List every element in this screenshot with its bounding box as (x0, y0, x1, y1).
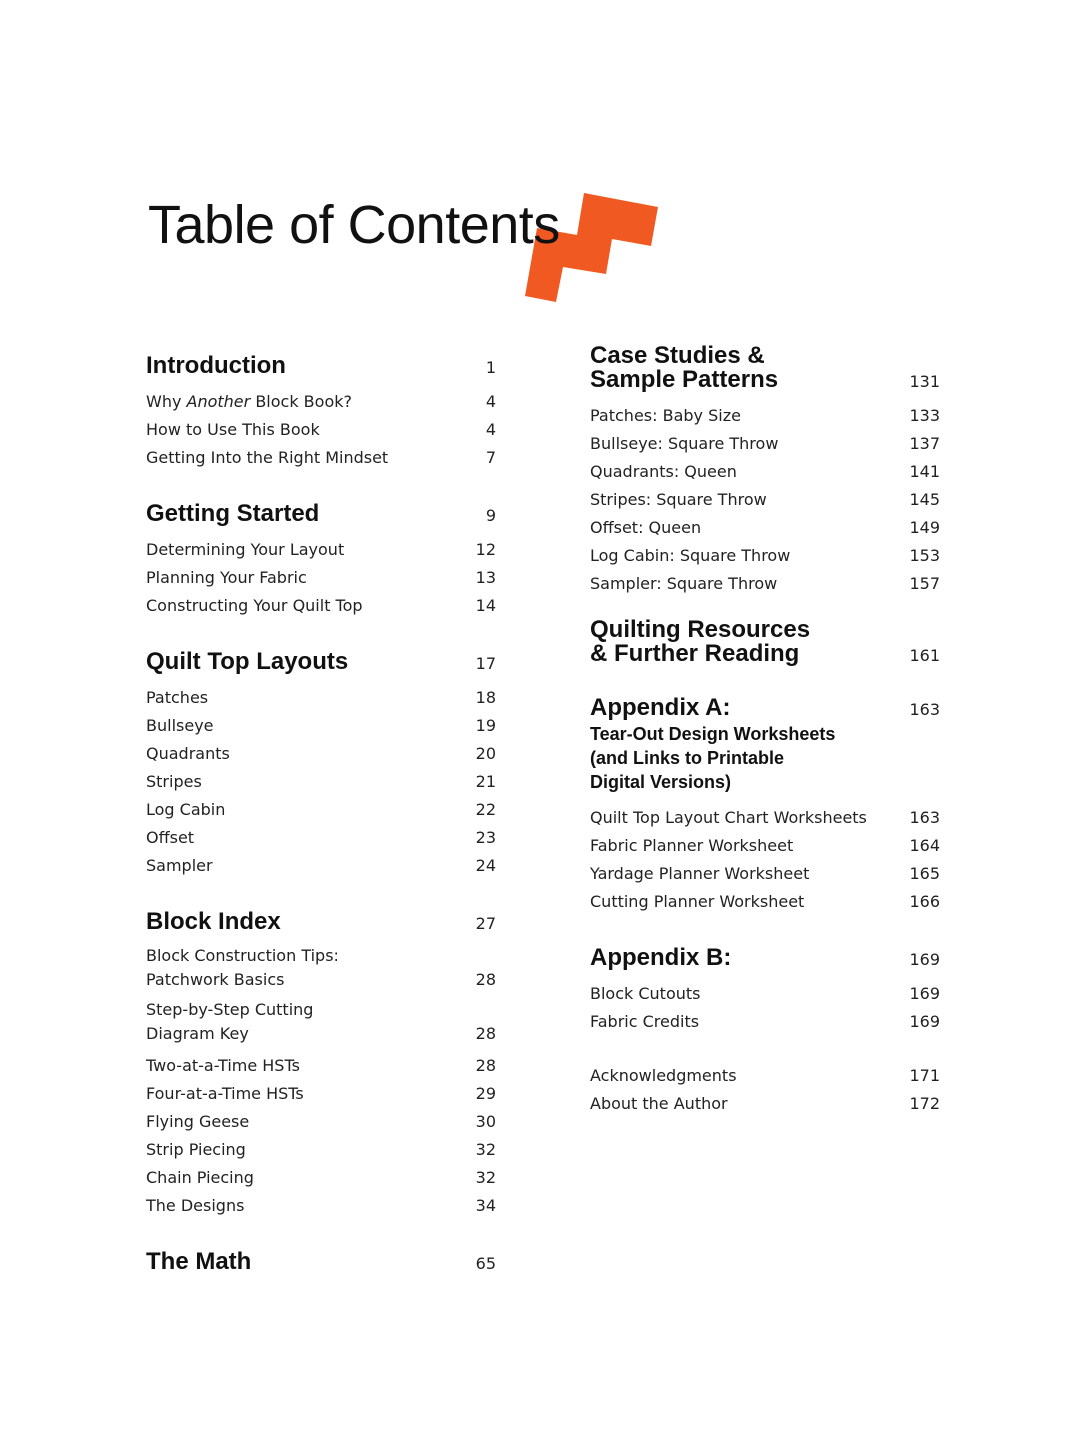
page-number: 12 (475, 540, 496, 559)
section-title: Block Index (146, 908, 281, 935)
page-number: 23 (475, 828, 496, 847)
toc-entry[interactable] (590, 860, 940, 888)
toc-entry[interactable] (146, 1164, 496, 1192)
toc-entry[interactable] (146, 416, 496, 444)
section-heading-row[interactable] (590, 618, 940, 666)
entry-label: Block Cutouts (590, 984, 701, 1003)
section-heading-row[interactable] (590, 936, 940, 970)
page-number: 169 (909, 1012, 940, 1031)
entry-label: Quadrants: Queen (590, 462, 737, 481)
page-number: 22 (475, 800, 496, 819)
page-number: 163 (909, 808, 940, 827)
entry-label: Offset (146, 828, 195, 847)
section-appendix-a (590, 686, 940, 916)
toc-left-column (146, 344, 496, 1274)
page-number: 149 (909, 518, 940, 537)
italic-word: Another (186, 392, 251, 411)
toc-entry[interactable] (146, 388, 496, 416)
page-number: 24 (475, 856, 496, 875)
page-number: 32 (475, 1168, 496, 1187)
entry-label: Quilt Top Layout Chart Worksheets (590, 808, 867, 827)
section-heading-row[interactable] (146, 1240, 496, 1274)
page-number: 7 (485, 448, 496, 467)
page-number: 166 (909, 892, 940, 911)
section-getting-started (146, 492, 496, 620)
page-number: 165 (909, 864, 940, 883)
section-quilting-resources (590, 618, 940, 666)
section-heading-row[interactable] (146, 640, 496, 674)
entry-label: How to Use This Book (146, 420, 320, 439)
entry-label: Acknowledgments (590, 1066, 737, 1085)
entry-label: Four-at-a-Time HSTs (146, 1084, 304, 1103)
page-number: 34 (475, 1196, 496, 1215)
section-heading-row[interactable] (590, 344, 940, 392)
entry-label: Constructing Your Quilt Top (146, 596, 363, 615)
toc-entry[interactable] (146, 740, 496, 768)
section-title: Appendix B: (590, 944, 732, 971)
entry-label: Strip Piecing (146, 1140, 246, 1159)
page-number: 131 (909, 372, 940, 391)
entry-label: Sampler: Square Throw (590, 574, 778, 593)
toc-entry[interactable] (590, 888, 940, 916)
entry-label: Stripes (146, 772, 202, 791)
page-number: 164 (909, 836, 940, 855)
toc-entry[interactable] (146, 1192, 496, 1220)
section-title: Introduction (146, 352, 286, 379)
entry-label: Stripes: Square Throw (590, 490, 767, 509)
entry-label: Getting Into the Right Mindset (146, 448, 389, 467)
page-number: 172 (909, 1094, 940, 1113)
page-number: 27 (475, 914, 496, 933)
section-title: Getting Started (146, 500, 320, 527)
entry-label: Sampler (146, 856, 213, 875)
section-subtitle: Tear-Out Design Worksheets (and Links to Printable Digital Versions) (590, 724, 836, 792)
entry-label: Bullseye (146, 716, 214, 735)
entry-label: Flying Geese (146, 1112, 250, 1131)
section-title: Appendix A: (590, 694, 731, 721)
entry-label: Bullseye: Square Throw (590, 434, 779, 453)
toc-entry[interactable] (590, 804, 940, 832)
toc-entry[interactable] (590, 402, 940, 430)
toc-entry[interactable] (146, 592, 496, 620)
entry-label: Determining Your Layout (146, 540, 345, 559)
entry-label: Two-at-a-Time HSTs (146, 1056, 300, 1075)
entry-label: Planning Your Fabric (146, 568, 307, 587)
toc-entry[interactable] (590, 832, 940, 860)
toc-entry[interactable] (146, 684, 496, 712)
entry-label: Block Construction Tips: Patchwork Basics (146, 946, 339, 989)
page-number: 1 (485, 358, 496, 377)
page-number: 163 (909, 700, 940, 719)
section-title: Quilt Top Layouts (146, 648, 349, 675)
toc-entry[interactable] (590, 1008, 940, 1036)
page-number: 19 (475, 716, 496, 735)
toc-entry[interactable] (146, 536, 496, 564)
page-number: 9 (485, 506, 496, 525)
toc-right-column (590, 344, 940, 1118)
section-appendix-b (590, 936, 940, 1036)
toc-entry[interactable] (146, 944, 496, 992)
page-number: 171 (909, 1066, 940, 1085)
section-title: Case Studies & Sample Patterns (590, 342, 779, 393)
entry-label: Fabric Credits (590, 1012, 700, 1031)
page-number: 14 (475, 596, 496, 615)
section-title: Quilting Resources & Further Reading (590, 616, 811, 667)
page-title: Table of Contents (148, 195, 560, 255)
toc-entry[interactable] (146, 1052, 496, 1080)
section-case-studies (590, 344, 940, 598)
toc-entry[interactable] (590, 542, 940, 570)
page-number: 4 (485, 392, 496, 411)
entry-label: Step-by-Step Cutting Diagram Key (146, 1000, 314, 1043)
toc-entry[interactable] (590, 458, 940, 486)
toc-entry[interactable] (146, 824, 496, 852)
entry-label: The Designs (146, 1196, 245, 1215)
entry-label: Patches (146, 688, 209, 707)
toc-entry[interactable] (146, 852, 496, 880)
entry-label: About the Author (590, 1094, 728, 1113)
page-number: 4 (485, 420, 496, 439)
page-number: 133 (909, 406, 940, 425)
entry-label: Why Another Block Book? (146, 392, 352, 411)
section-introduction (146, 344, 496, 472)
page-number: 20 (475, 744, 496, 763)
toc-entry[interactable] (590, 514, 940, 542)
toc-entry[interactable] (146, 1136, 496, 1164)
toc-entry[interactable] (146, 712, 496, 740)
page-number: 28 (475, 1024, 496, 1043)
toc-entry[interactable] (146, 1080, 496, 1108)
page-number: 17 (475, 654, 496, 673)
entry-label: Log Cabin (146, 800, 226, 819)
page-number: 137 (909, 434, 940, 453)
toc-entry[interactable] (590, 570, 940, 598)
section-back-matter (590, 1062, 940, 1118)
entry-label: Patches: Baby Size (590, 406, 741, 425)
entry-label: Chain Piecing (146, 1168, 254, 1187)
page-number: 30 (475, 1112, 496, 1131)
page-number: 157 (909, 574, 940, 593)
page-number: 29 (475, 1084, 496, 1103)
toc-entry[interactable] (590, 430, 940, 458)
entry-label: Offset: Queen (590, 518, 702, 537)
page-number: 13 (475, 568, 496, 587)
page-number: 161 (909, 646, 940, 665)
entry-label: Fabric Planner Worksheet (590, 836, 794, 855)
page-number: 169 (909, 950, 940, 969)
page-number: 32 (475, 1140, 496, 1159)
page-number: 169 (909, 984, 940, 1003)
section-heading-row[interactable] (146, 344, 496, 378)
section-heading-row[interactable] (146, 492, 496, 526)
entry-label: Cutting Planner Worksheet (590, 892, 805, 911)
section-heading-row[interactable] (146, 900, 496, 934)
page-number: 18 (475, 688, 496, 707)
toc-entry[interactable] (146, 768, 496, 796)
page-number: 65 (475, 1254, 496, 1273)
page-number: 21 (475, 772, 496, 791)
toc-entry[interactable] (590, 1062, 940, 1090)
section-the-math (146, 1240, 496, 1274)
entry-label: Log Cabin: Square Throw (590, 546, 791, 565)
toc-entry[interactable] (146, 998, 496, 1046)
toc-entry[interactable] (146, 444, 496, 472)
page-number: 28 (475, 970, 496, 989)
page-number: 145 (909, 490, 940, 509)
toc-entry[interactable] (590, 1090, 940, 1118)
toc-entry[interactable] (146, 796, 496, 824)
page-number: 141 (909, 462, 940, 481)
page-number: 153 (909, 546, 940, 565)
section-quilt-top-layouts (146, 640, 496, 880)
page-number: 28 (475, 1056, 496, 1075)
section-block-index (146, 900, 496, 1220)
section-heading-row[interactable] (590, 686, 940, 720)
toc-entry[interactable] (146, 1108, 496, 1136)
section-title: The Math (146, 1248, 252, 1275)
toc-entry[interactable] (590, 980, 940, 1008)
entry-label: Quadrants (146, 744, 230, 763)
toc-entry[interactable] (146, 564, 496, 592)
toc-entry[interactable] (590, 486, 940, 514)
entry-label: Yardage Planner Worksheet (590, 864, 810, 883)
